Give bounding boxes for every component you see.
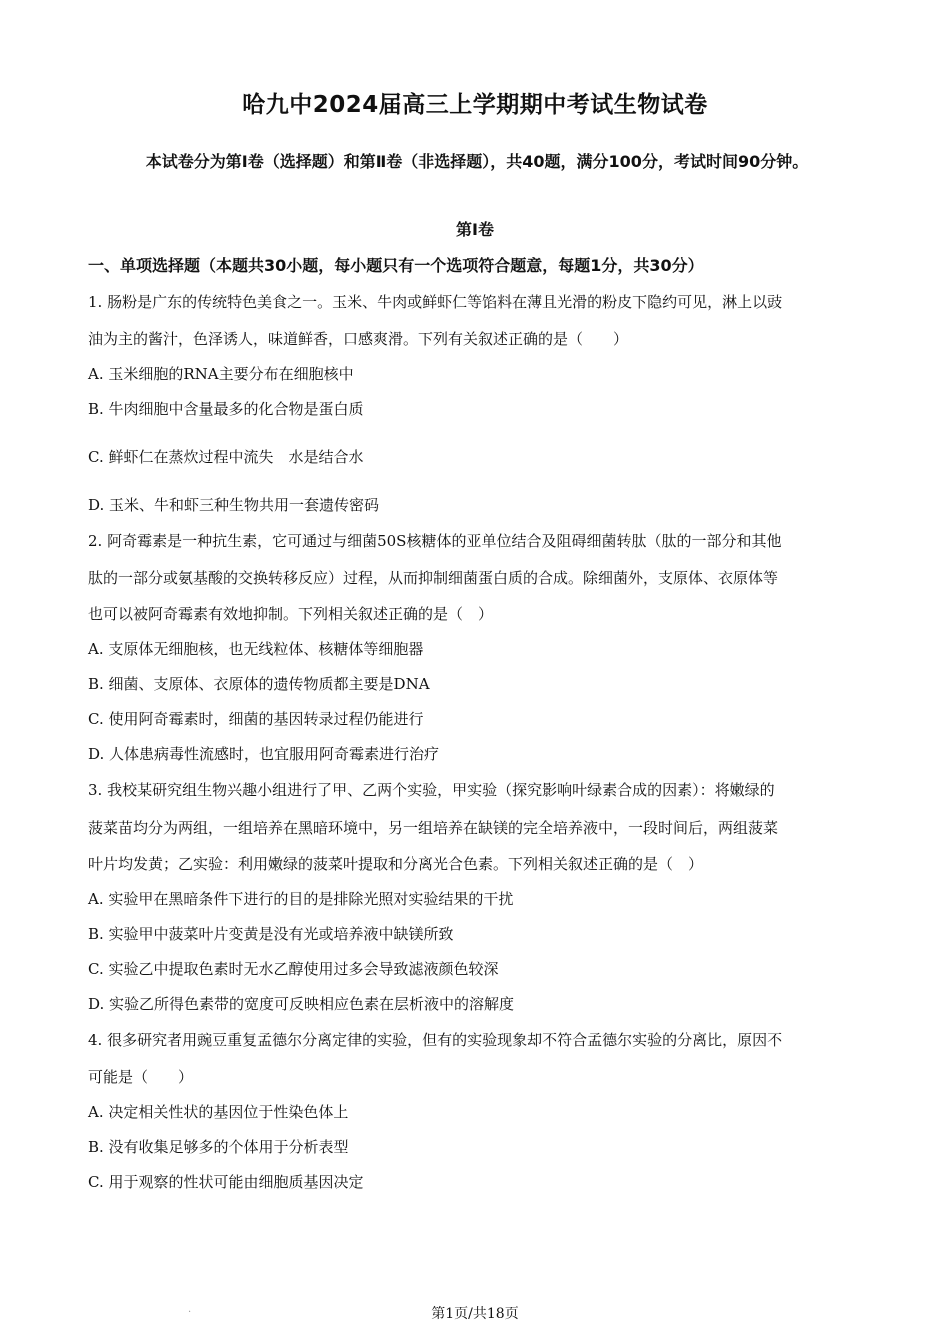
q2-option-c: C. 使用阿奇霉素时，细菌的基因转录过程仍能进行 — [88, 710, 424, 728]
q3-stem-line-3: 叶片均发黄；乙实验：利用嫩绿的菠菜叶提取和分离光合色素。下列相关叙述正确的是（ ） — [88, 855, 704, 873]
q3-option-c: C. 实验乙中提取色素时无水乙醇使用过多会导致滤液颜色较深 — [88, 960, 499, 978]
q4-stem-line-2: 可能是（ ） — [88, 1068, 194, 1086]
q1-stem-line-1: 1. 肠粉是广东的传统特色美食之一。玉米、牛肉或鲜虾仁等馅料在薄且光滑的粉皮下隐约可见，淋上以豉 — [88, 293, 783, 311]
exam-title: 哈九中2024届高三上学期期中考试生物试卷 — [242, 92, 708, 118]
q3-option-a: A. 实验甲在黑暗条件下进行的目的是排除光照对实验结果的干扰 — [88, 890, 514, 908]
q1-option-b: B. 牛肉细胞中含量最多的化合物是蛋白质 — [88, 400, 364, 418]
q4-stem-line-1: 4. 很多研究者用豌豆重复孟德尔分离定律的实验，但有的实验现象却不符合孟德尔实验的分离比，原因不 — [88, 1031, 783, 1049]
volume-heading: 第Ⅰ卷 — [456, 220, 494, 239]
q1-stem-line-2: 油为主的酱汁，色泽诱人，味道鲜香，口感爽滑。下列有关叙述正确的是（ ） — [88, 330, 629, 348]
q2-stem-line-3: 也可以被阿奇霉素有效地抑制。下列相关叙述正确的是（ ） — [88, 605, 494, 623]
q1-option-a: A. 玉米细胞的RNA主要分布在细胞核中 — [88, 365, 354, 383]
q1-option-c: C. 鲜虾仁在蒸炊过程中流失 水是结合水 — [88, 448, 364, 466]
section-heading: 一、单项选择题（本题共30小题，每小题只有一个选项符合题意，每题1分，共30分） — [88, 256, 704, 275]
q2-stem-line-2: 肽的一部分或氨基酸的交换转移反应）过程，从而抑制细菌蛋白质的合成。除细菌外，支原体、衣原体等 — [88, 569, 779, 587]
q2-option-a: A. 支原体无细胞核，也无线粒体、核糖体等细胞器 — [88, 640, 424, 658]
exam-intro: 本试卷分为第Ⅰ卷（选择题）和第Ⅱ卷（非选择题），共40题，满分100分，考试时间90分钟。 — [145, 152, 809, 171]
q3-option-b: B. 实验甲中菠菜叶片变黄是没有光或培养液中缺镁所致 — [88, 925, 454, 943]
q4-option-b: B. 没有收集足够多的个体用于分析表型 — [88, 1138, 349, 1156]
q3-stem-line-2: 菠菜苗均分为两组，一组培养在黑暗环境中，另一组培养在缺镁的完全培养液中，一段时间后，两组菠菜 — [88, 819, 779, 837]
q2-stem-line-1: 2. 阿奇霉素是一种抗生素，它可通过与细菌50S核糖体的亚单位结合及阻碍细菌转肽（肽的一部分和其他 — [88, 532, 782, 550]
q4-option-c: C. 用于观察的性状可能由细胞质基因决定 — [88, 1173, 364, 1191]
q2-option-d: D. 人体患病毒性流感时，也宜服用阿奇霉素进行治疗 — [88, 745, 440, 763]
q3-stem-line-1: 3. 我校某研究组生物兴趣小组进行了甲、乙两个实验，甲实验（探究影响叶绿素合成的因素）：将嫩绿的 — [88, 781, 775, 799]
page-mark-dot: . — [188, 1304, 192, 1315]
page-number: 第1页/共18页 — [431, 1306, 519, 1322]
q2-option-b: B. 细菌、支原体、衣原体的遗传物质都主要是DNA — [88, 675, 430, 693]
q1-option-d: D. 玉米、牛和虾三种生物共用一套遗传密码 — [88, 496, 380, 514]
q3-option-d: D. 实验乙所得色素带的宽度可反映相应色素在层析液中的溶解度 — [88, 995, 515, 1013]
q4-option-a: A. 决定相关性状的基因位于性染色体上 — [88, 1103, 349, 1121]
